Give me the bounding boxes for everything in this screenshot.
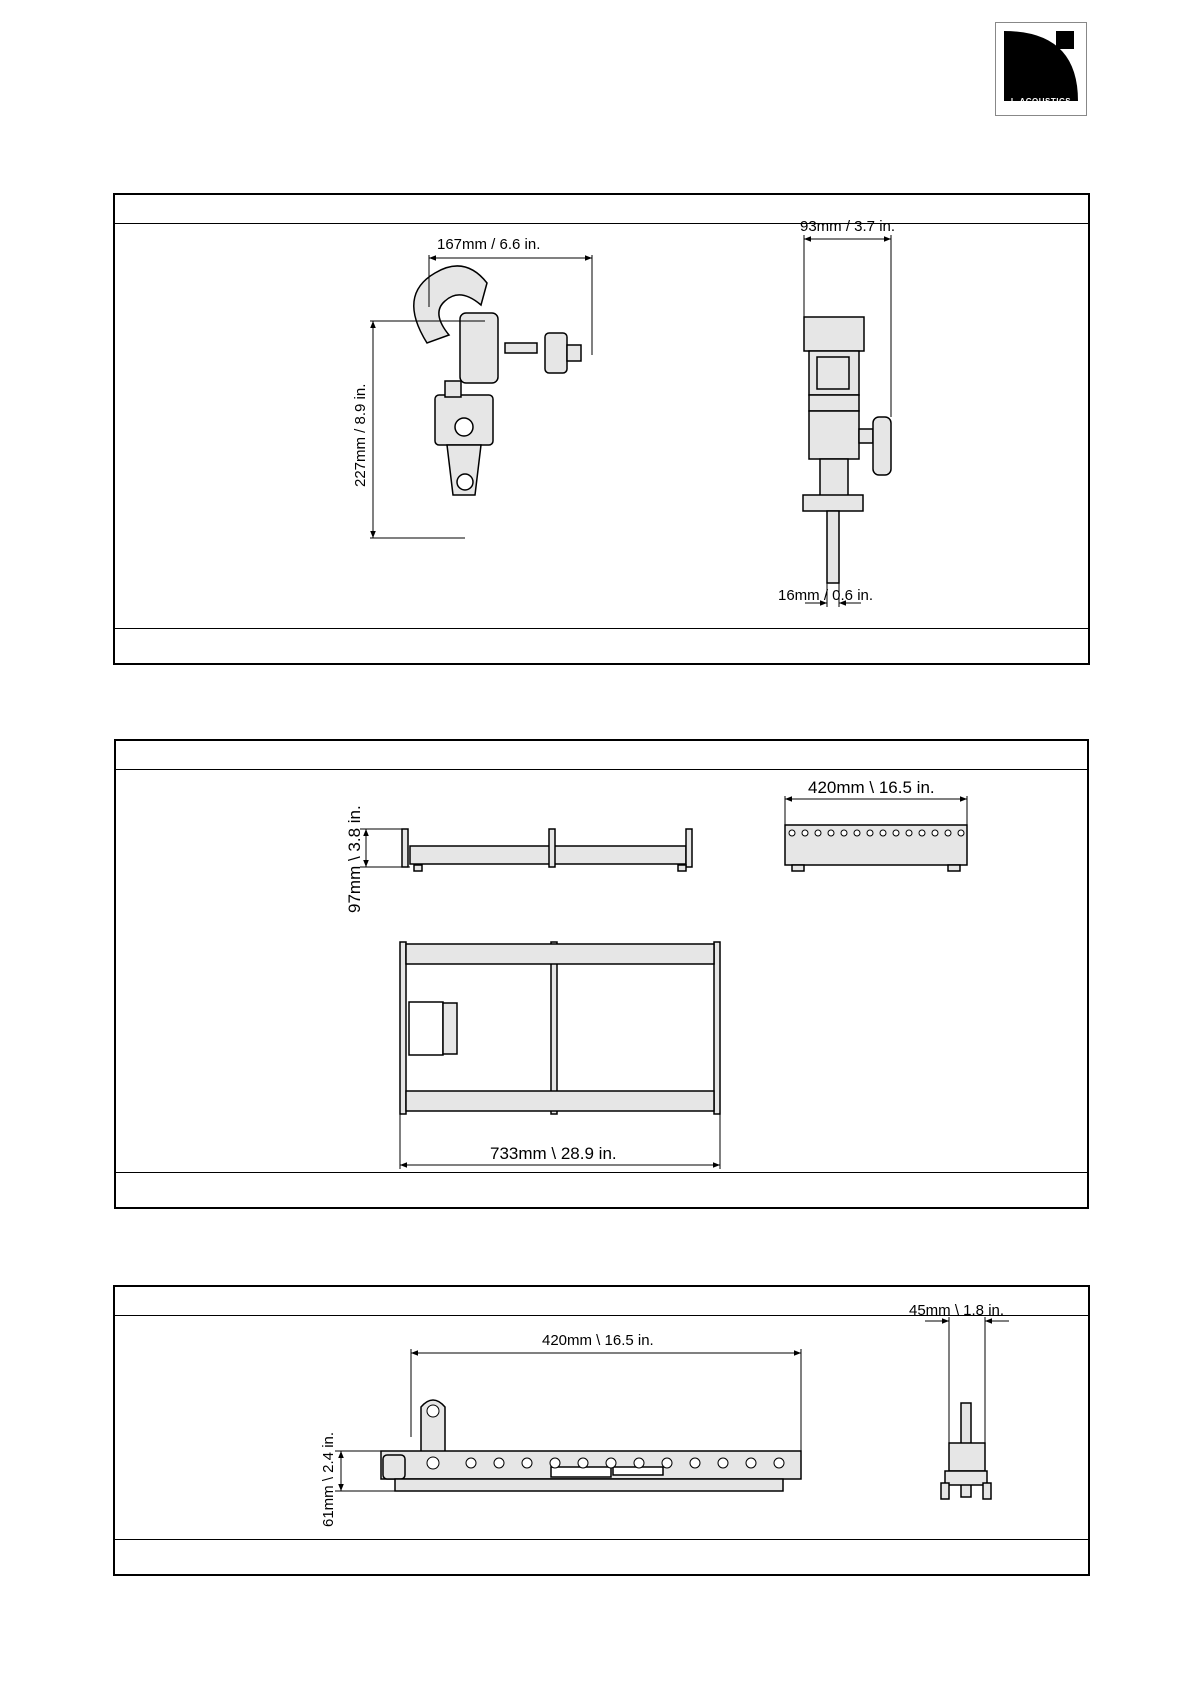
clamp-side-width-label: 93mm / 3.7 in.	[800, 218, 896, 235]
frame-drawings	[116, 741, 1087, 1207]
rail-height-label: 61mm \ 2.4 in.	[320, 1431, 337, 1527]
rail-drawings	[115, 1287, 1088, 1574]
clamp-thickness-label: 16mm / 0.6 in.	[778, 587, 874, 604]
frame-length-label: 733mm \ 28.9 in.	[490, 1144, 617, 1163]
rail-drawing-panel	[113, 1285, 1090, 1576]
frame-end-dimensions	[785, 796, 967, 825]
clamp-side-view	[803, 317, 891, 583]
logo-text: L-ACOUSTICS	[1010, 97, 1072, 106]
frame-width-label: 420mm \ 16.5 in.	[808, 778, 935, 797]
clamp-drawing-panel	[113, 193, 1090, 665]
rail-side-view	[381, 1400, 801, 1491]
brand-logo	[995, 22, 1087, 116]
frame-end-view	[785, 825, 967, 871]
frame-drawing-panel	[114, 739, 1089, 1209]
rail-width-label: 45mm \ 1.8 in.	[909, 1302, 1005, 1319]
rail-length-label: 420mm \ 16.5 in.	[542, 1332, 654, 1349]
clamp-drawings	[115, 195, 1088, 663]
frame-top-view	[400, 942, 720, 1114]
clamp-width-label: 167mm / 6.6 in.	[437, 236, 541, 253]
clamp-height-label: 227mm / 8.9 in.	[352, 383, 369, 487]
frame-side-view	[402, 829, 692, 871]
frame-height-label: 97mm \ 3.8 in.	[345, 805, 364, 913]
clamp-front-view	[414, 266, 581, 495]
